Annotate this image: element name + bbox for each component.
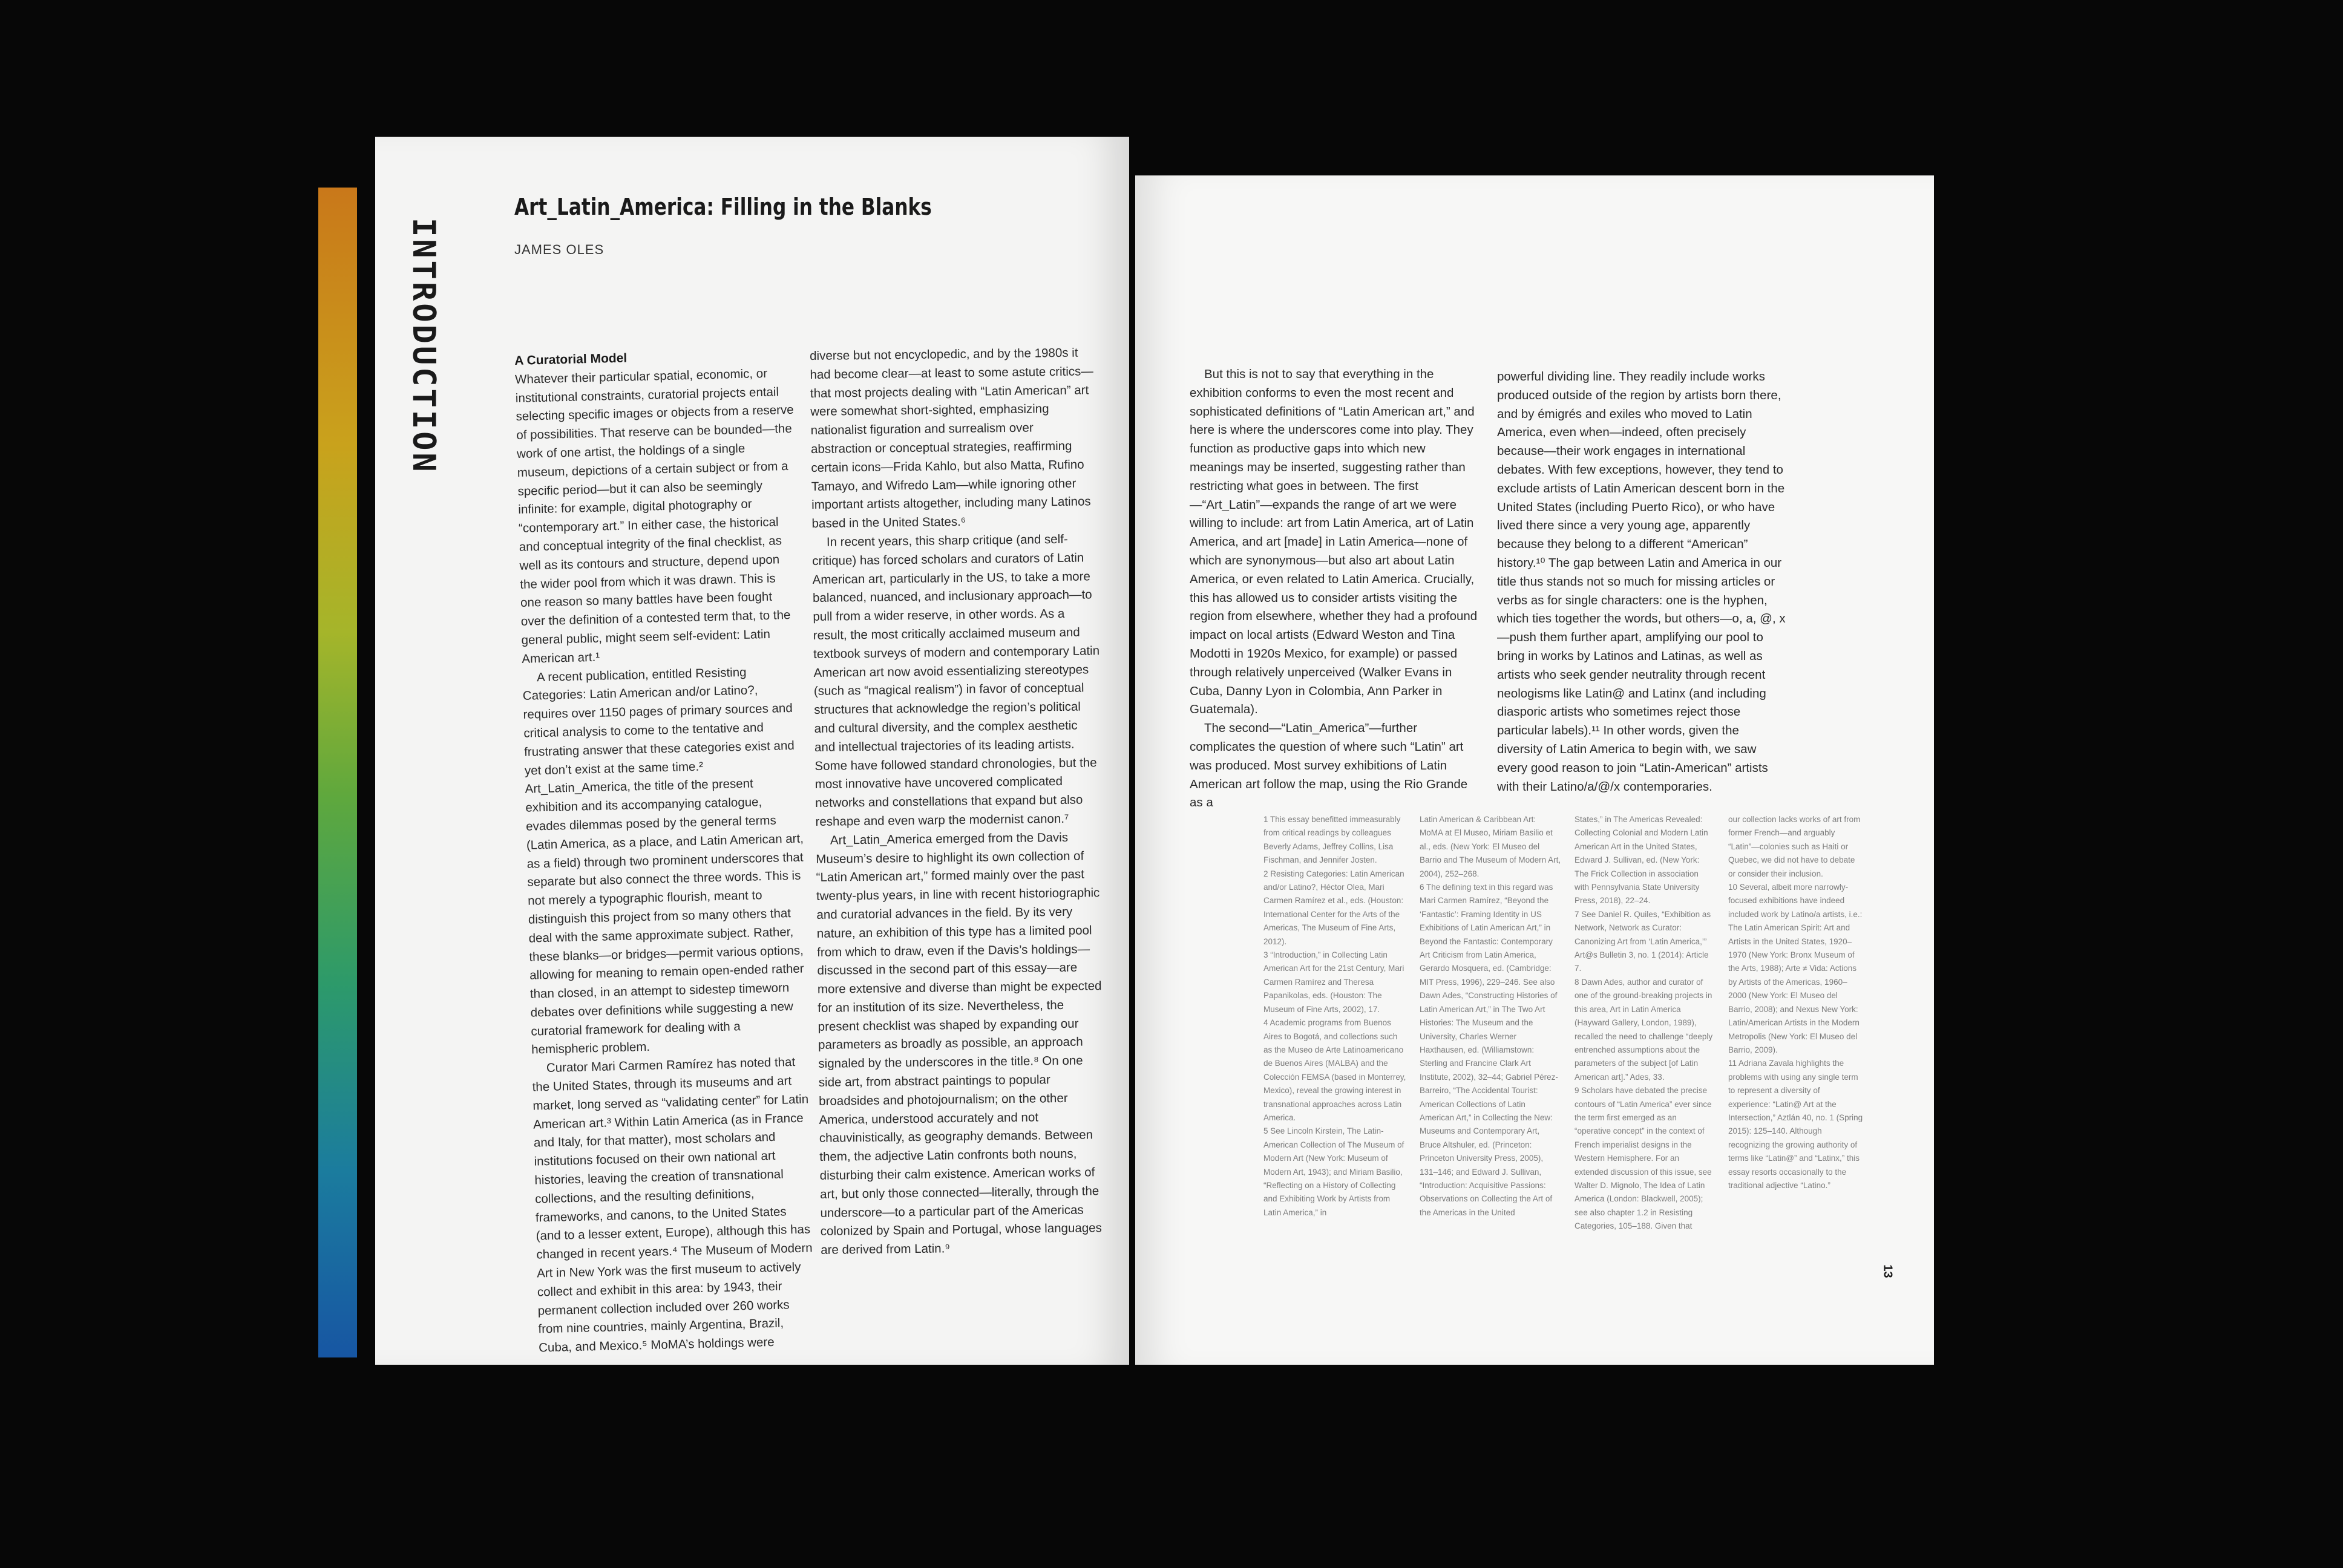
paragraph: Art_Latin_America emerged from the Davis Museum’s desire to highlight its own collection of “Latin American art,” formed mainly over the past twenty-plus years, in line with recent historiographic and curatorial advances in the field. By its very nature, an exhibition of this type has a limited pool from which to draw, even if the Davis’s holdings—discussed in the second part of this essay—are more extensive and diverse than might be expected for an institution of its size. Nevertheless, the present checklist was shaped by expanding our parameters as broadly as possible, an approach signaled by the underscores in the title.⁸ On one side art, from abstract paintings to popular broadsides and photojournalism; on the other America, understood accurately and not chauvinistically, as geography demands. Between them, the adjective Latin confronts both nouns, disturbing their calm existence. American works of art, but only those connected—literally, through the underscore—to a particular part of the Americas colonized by Spain and Portugal, whose languages are derived from Latin.⁹ — [816, 830, 1102, 1258]
footnotes-column-4 — [1728, 813, 1864, 1192]
paragraph: In recent years, this sharp critique (and self-critique) has forced scholars and curators of Latin American art, particularly in the US, to take a more balanced, nuanced, and inclusionary approach—to pull from a wider reserve, in other words. As a result, the most critically acclaimed museum and textbook surveys of modern and contemporary Latin American art now avoid essentializing stereotypes (such as “magical realism”) in favor of conceptual structures that acknowledge the region’s political and cultural diversity, and the complex aesthetic and intellectual trajectories of its leading artists. Some have followed standard chronologies, but the most innovative have uncovered complicated networks and constellations that expand but also reshape and even warp the modernist canon.⁷ — [812, 532, 1100, 829]
page-number: 13 — [1881, 1264, 1895, 1278]
essay-title: Art_Latin_America: Filling in the Blanks — [514, 194, 932, 220]
book-cover-edge — [318, 188, 357, 1357]
footnote: our collection lacks works of art from former French—and arguably “Latin”—colonies such as Haiti or Quebec, we did not have to debate or consider their inclusion. — [1728, 815, 1861, 878]
paragraph: A recent publication, entitled Resisting Categories: Latin American and/or Latino?, requires over 1150 pages of primary sources and critical analysis to come to the tentative and frustrating answer that these categories exist and yet don’t exist at the same time.² Art_Latin_America, the title of the present exhibition and its accompanying catalogue, evades dilemmas posed by the general terms (Latin America, as a place, and Latin American art, as a field) through two prominent underscores that separate but also connect the three words. This is not merely a typographic flourish, meant to distinguish this project from so many others that deal with the same approximate subject. Rather, these blanks—or bridges—permit various options, allowing for meaning to remain open-ended rather than closed, in an attempt to sidestep timeworn debates over definitions while suggesting a new curatorial framework for dealing with a hemispheric problem. — [522, 665, 804, 1057]
section-heading: A Curatorial Model — [514, 351, 628, 368]
footnote: States,” in The Americas Revealed: Collecting Colonial and Modern Latin American Art in the United States, Edward J. Sullivan, ed. (New York: The Frick Collection in association with Pennsylvania State University Press, 2018), 22–24. — [1575, 815, 1708, 906]
footnote: 10 Several, albeit more narrowly-focused exhibitions have indeed included work by Latino/a artists, i.e.: The Latin American Spirit: Art and Artists in the United States, 1920–1970 (New York: Bronx Museum of the Arts, 1988); Arte ≠ Vida: Actions by Artists of the Americas, 1960–2000 (New York: El Museo del Barrio, 2008); and Nexus New York: Latin/American Artists in the Modern Metropolis (New York: El Museo del Barrio, 2009). — [1728, 883, 1863, 1054]
footnote: 5 See Lincoln Kirstein, The Latin-American Collection of The Museum of Modern Art (New York: Museum of Modern Art, 1943); and Miriam Basilio, “Reflecting on a History of Collecting and Exhibiting Work by Artists from Latin America,” in — [1263, 1126, 1404, 1217]
footnotes-column-3 — [1575, 813, 1715, 1233]
footnote: 3 “Introduction,” in Collecting Latin American Art for the 21st Century, Mari Carmen Ramírez and Theresa Papanikolas, eds. (Houston: The Museum of Fine Arts, 2002), 17. — [1263, 950, 1404, 1014]
left-column-2 — [810, 344, 1107, 1260]
footnote: Latin American & Caribbean Art: MoMA at El Museo, Miriam Basilio et al., eds. (New York: El Museo del Barrio and The Museum of Modern Art, 2004), 252–268. — [1420, 815, 1561, 878]
footnote: 2 Resisting Categories: Latin American and/or Latino?, Héctor Olea, Mari Carmen Ramírez et al., eds. (Houston: International Center for the Arts of the Americas, The Museum of Fine Arts, 2012). — [1263, 869, 1404, 946]
paragraph: Whatever their particular spatial, economic, or institutional constraints, curatorial projects entail selecting specific images or objects from a reserve of possibilities. That reserve can be bounded—the work of one artist, the holdings of a single museum, depictions of a certain subject or from a specific period—but it can also be seemingly infinite: for example, digital photography or “contemporary art.” In either case, the historical and conceptual integrity of the final checklist, as well as its contours and structure, depend upon the wider pool from which it was drawn. This is one reason so many battles have been fought over the definition of a contested term that, to the general public, might seem self-evident: Latin American art.¹ — [514, 366, 794, 666]
footnote: 11 Adriana Zavala highlights the problems with using any single term to represent a diversity of experience: “Latin@ Art at the Intersection,” Aztlán 40, no. 1 (Spring 2015): 125–140. Although recognizing the growing authority of terms like “Latin@” and “Latinx,” this essay resorts occasionally to the traditional adjective “Latino.” — [1728, 1059, 1863, 1190]
footnote: 7 See Daniel R. Quiles, “Exhibition as Network, Network as Curator: Canonizing Art from ‘Latin America,’” Art@s Bulletin 3, no. 1 (2014): Article 7. — [1575, 909, 1711, 973]
paragraph: powerful dividing line. They readily include works produced outside of the region by artists born there, and by émigrés and exiles who moved to Latin America, even when—indeed, often precisely because—their work engages in international debates. With few exceptions, however, they tend to exclude artists of Latin American descent born in the United States (including Puerto Rico), or who have lived there since a very young age, apparently because they belong to a different “American” history.¹⁰ The gap between Latin and America in our title thus stands not so much for missing articles or verbs as for single characters: one is the hyphen, which ties together the words, but others—o, a, @, x—push them further apart, amplifying our pool to bring in works by Latinos and Latinas, as well as artists who seek gender neutrality through recent neologisms like Latin@ and Latinx (and including diasporic artists who sometimes reject those particular labels).¹¹ In other words, given the diversity of Latin America to begin with, we saw every good reason to join “Latin-American” artists with their Latino/a/@/x contemporaries. — [1497, 370, 1786, 794]
footnote: 8 Dawn Ades, author and curator of one of the ground-breaking projects in this area, Art in Latin America (Hayward Gallery, London, 1989), recalled the need to challenge “deeply entrenched assumptions about the parameters of the subject [of Latin American art].” Ades, 33. — [1575, 977, 1713, 1082]
left-column-1 — [514, 345, 817, 1358]
footnote: 4 Academic programs from Buenos Aires to Bogotá, and collections such as the Museo de Arte Latinoamericano de Buenos Aires (MALBA) and the Colección FEMSA (based in Monterrey, Mexico), reveal the growing interest in transnational approaches across Latin America. — [1263, 1018, 1406, 1122]
footnote: 9 Scholars have debated the precise contours of “Latin America” ever since the term first emerged as an “operative concept” in the context of French imperialist designs in the Western Hemisphere. For an extended discussion of this issue, see Walter D. Mignolo, The Idea of Latin America (London: Blackwell, 2005); see also chapter 1.2 in Resisting Categories, 105–188. Given that — [1575, 1086, 1712, 1231]
paragraph: But this is not to say that everything in the exhibition conforms to even the most recent and sophisticated definitions of “Latin American art,” and here is where the underscores come into play. They function as productive gaps into which new meanings may be inserted, suggesting rather than restricting what goes in between. The first—“Art_Latin”—expands the range of art we were willing to include: art from Latin America, art of Latin America, and art [made] in Latin America—none of which are synonymous—but also art about Latin America, or even related to Latin America. Crucially, this has allowed us to consider artists visiting the region from elsewhere, whether they had a profound impact on local artists (Edward Weston and Tina Modotti in 1920s Mexico, for example) or passed through relatively unperceived (Walker Evans in Cuba, Danny Lyon in Colombia, Ann Parker in Guatemala). — [1190, 367, 1478, 717]
author-name: JAMES OLES — [514, 242, 605, 257]
paragraph: Curator Mari Carmen Ramírez has noted that the United States, through its museums and art market, long served as “validating center” for Latin American art.³ Within Latin America (as in France and Italy, for that matter), most scholars and institutions focused on their own national art histories, leaving the creation of transnational collections, and the resulting definitions, frameworks, and canons, to the United States (and to a lesser extent, Europe), although this has changed in recent years.⁴ The Museum of Modern Art in New York was the first museum to actively collect and exhibit in this area: by 1943, their permanent collection included over 260 works from nine countries, mainly Argentina, Brazil, Cuba, and Mexico.⁵ MoMA’s holdings were — [532, 1055, 813, 1355]
section-label: INTRODUCTION — [405, 218, 442, 474]
footnotes-column-2 — [1420, 813, 1561, 1220]
footnote: 1 This essay benefitted immeasurably from critical readings by colleagues Beverly Adams, Jeffrey Collins, Lisa Fischman, and Jennifer Josten. — [1263, 815, 1401, 865]
footnote: 6 The defining text in this regard was Mari Carmen Ramírez, “Beyond the ‘Fantastic’: Framing Identity in US Exhibitions of Latin American Art,” in Beyond the Fantastic: Contemporary Art Criticism from Latin America, Gerardo Mosquera, ed. (Cambridge: MIT Press, 1996), 229–246. See also Dawn Ades, “Constructing Histories of Latin American Art,” in The Two Art Histories: The Museum and the University, Charles Werner Haxthausen, ed. (Williamstown: Sterling and Francine Clark Art Institute, 2002), 32–44; Gabriel Pérez-Barreiro, “The Accidental Tourist: American Collections of Latin American Art,” in Collecting the New: Museums and Contemporary Art, Bruce Altshuler, ed. (Princeton: Princeton University Press, 2005), 131–146; and Edward J. Sullivan, “Introduction: Acquisitive Passions: Observations on Collecting the Art of the Americas in the United — [1420, 883, 1558, 1217]
right-column-1 — [1190, 365, 1479, 812]
right-column-2 — [1497, 368, 1786, 796]
footnotes-column-1 — [1263, 813, 1406, 1220]
paragraph: The second—“Latin_America”—further complicates the question of where such “Latin” art was produced. Most survey exhibitions of Latin American art follow the map, using the Rio Grande as a — [1190, 721, 1468, 810]
paragraph: diverse but not encyclopedic, and by the 1980s it had become clear—at least to some astute critics—that most projects dealing with “Latin American” art were somewhat short-sighted, emphasizing nationalist figuration and surrealism over abstraction or conceptual strategies, reaffirming certain icons—Frida Kahlo, but also Matta, Rufino Tamayo, and Wifredo Lam—while ignoring other important artists altogether, including many Latinos based in the United States.⁶ — [810, 345, 1093, 531]
